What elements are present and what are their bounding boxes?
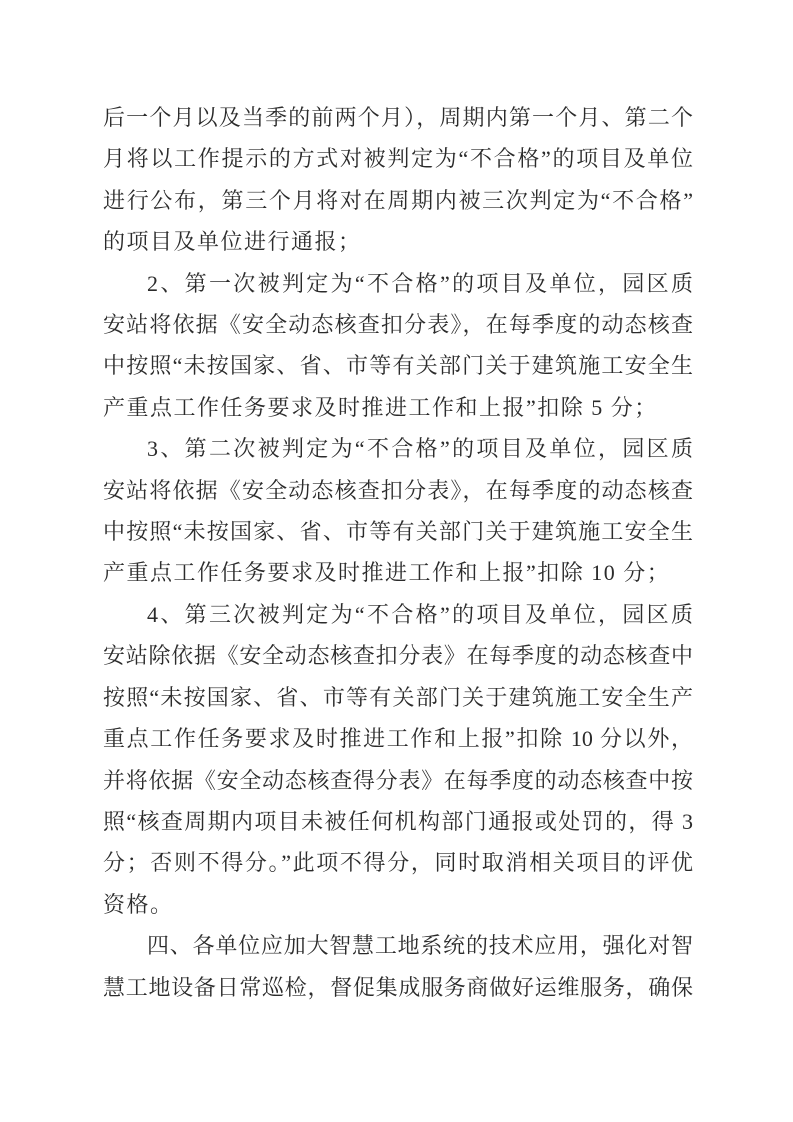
text-line: 重点工作任务要求及时推进工作和上报”扣除 10 分以外， [103,726,693,752]
text-line: 四、各单位应加大智慧工地系统的技术应用，强化对智 [147,933,693,959]
text-line: 安站将依据《安全动态核查扣分表》，在每季度的动态核查 [103,312,693,338]
text-line: 分；否则不得分。”此项不得分，同时取消相关项目的评优 [103,850,693,876]
text-line: 2、第一次被判定为“不合格”的项目及单位，园区质 [147,270,693,296]
paragraph-section-si [103,925,693,1008]
text-line: 产重点工作任务要求及时推进工作和上报”扣除 5 分； [103,394,658,420]
text-line: 按照“未按国家、省、市等有关部门关于建筑施工安全生产 [103,684,693,710]
paragraph-item-3 [103,428,693,594]
text-line: 月将以工作提示的方式对被判定为“不合格”的项目及单位 [103,146,693,172]
text-line: 安站除依据《安全动态核查扣分表》在每季度的动态核查中 [103,643,693,669]
text-line: 并将依据《安全动态核查得分表》在每季度的动态核查中按 [103,767,693,793]
text-line: 3、第二次被判定为“不合格”的项目及单位，园区质 [147,436,693,462]
text-line: 资格。 [103,891,174,917]
text-line: 的项目及单位进行通报； [103,229,362,255]
text-line: 慧工地设备日常巡检，督促集成服务商做好运维服务，确保 [103,974,693,1000]
text-line: 中按照“未按国家、省、市等有关部门关于建筑施工安全生 [103,519,693,545]
text-line: 安站将依据《安全动态核查扣分表》，在每季度的动态核查 [103,477,693,503]
text-line: 照“核查周期内项目未被任何机构部门通报或处罚的，得 3 [103,808,693,834]
text-line: 后一个月以及当季的前两个月），周期内第一个月、第二个 [103,105,693,130]
text-line: 进行公布，第三个月将对在周期内被三次判定为“不合格” [103,187,693,213]
text-line: 中按照“未按国家、省、市等有关部门关于建筑施工安全生 [103,353,693,379]
text-line: 产重点工作任务要求及时推进工作和上报”扣除 10 分； [103,560,671,586]
paragraph-item-4 [103,594,693,925]
paragraph-item-2 [103,263,693,429]
paragraph-continuation [103,97,693,263]
text-line: 4、第三次被判定为“不合格”的项目及单位，园区质 [147,601,693,627]
